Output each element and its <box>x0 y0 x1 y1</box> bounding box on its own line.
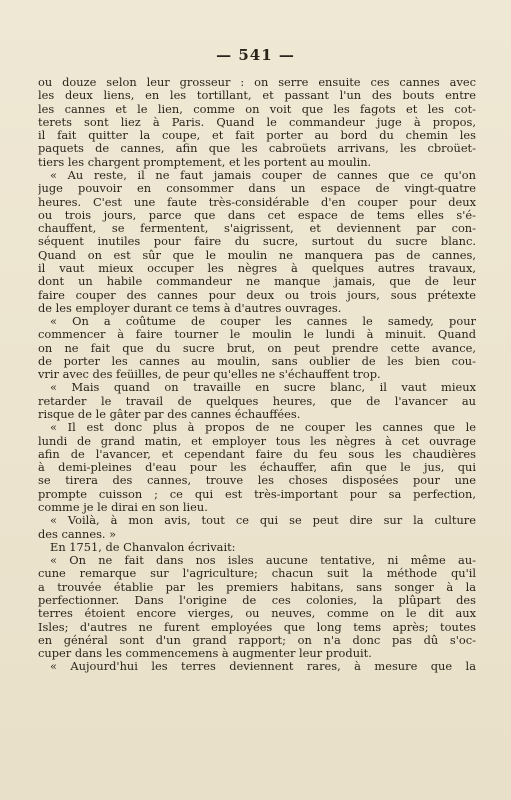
text-line: des cannes. » <box>38 527 117 541</box>
text-line: a trouvée établie par les premiers habitans, sans songer à la <box>38 580 476 594</box>
text-line: de porter les cannes au moulin, sans oublier de les bien cou- <box>38 354 476 368</box>
text-line: se tirera des cannes, trouve les choses disposées pour une <box>38 474 476 488</box>
text-line: il fait quitter la coupe, et fait porter au bord du chemin les <box>38 129 476 143</box>
text-line: risque de le gâter par des cannes échauffées. <box>38 408 301 422</box>
text-line: paquets de cannes, afin que les cabroüets arrivans, les cbroüet- <box>38 142 476 156</box>
text-line: « Voilà, à mon avis, tout ce qui se peut dire sur la culture <box>50 514 476 528</box>
text-line: terres étoient encore vierges, ou neuves, comme on le dit aux <box>38 607 476 621</box>
text-line: comme je le dirai en son lieu. <box>38 501 208 514</box>
text-line: juge pouvoir en consommer dans un espace de vingt-quatre <box>38 182 476 196</box>
text-line: « Il est donc plus à propos de ne couper les cannes que le <box>50 421 476 435</box>
text-line: En 1751, de Chanvalon écrivait: <box>50 540 236 554</box>
text-line: « On a coûtume de couper les cannes le samedy, pour <box>50 315 476 329</box>
text-line: perfectionner. Dans l'origine de ces colonies, la plûpart des <box>38 593 476 607</box>
text-line: afin de l'avancer, et cependant faire du feu sous les chaudières <box>38 447 476 461</box>
text-line: séquent inutiles pour faire du sucre, surtout du sucre blanc. <box>38 235 476 249</box>
text-line: on ne fait que du sucre brut, on peut prendre cette avance, <box>38 341 476 355</box>
text-line: retarder le travail de quelques heures, que de l'avancer au <box>38 394 476 408</box>
text-line: « Au reste, il ne faut jamais couper de cannes que ce qu'on <box>50 168 476 182</box>
text-line: vrir avec des feüilles, de peur qu'elles ne s'échauffent trop. <box>38 368 381 382</box>
text-line: « Mais quand on travaille en sucre blanc, il vaut mieux <box>50 381 476 395</box>
text-line: les deux liens, en les tortillant, et passant l'un des bouts entre <box>38 89 476 103</box>
text-line: prompte cuisson ; ce qui est très-important pour sa perfection, <box>38 487 476 501</box>
text-line: lundi de grand matin, et employer tous les nègres à cet ouvrage <box>38 434 476 448</box>
text-line: faire couper des cannes pour deux ou trois jours, sous prétexte <box>38 288 476 302</box>
text-line: les cannes et le lien, comme on voit que les fagots et les cot- <box>38 102 476 116</box>
text-line: terets sont liez à Paris. Quand le commandeur juge à propos, <box>38 115 476 129</box>
body-text <box>38 76 476 674</box>
text-line: il vaut mieux occuper les nègres à quelques autres travaux, <box>38 261 476 275</box>
text-line: dont un habile commandeur ne manque jamais, que de leur <box>38 275 476 289</box>
text-line: en général sont d'un grand rapport; on n'a donc pas dû s'oc- <box>38 633 476 647</box>
text-line: à demi-pleines d'eau pour les échauffer, afin que le jus, qui <box>38 461 476 475</box>
text-line: de les employer durant ce tems à d'autres ouvrages. <box>38 301 342 315</box>
text-line: cune remarque sur l'agriculture; chacun suit la méthode qu'il <box>38 567 476 581</box>
text-line: ou trois jours, parce que dans cet espace de tems elles s'é- <box>38 208 476 222</box>
text-line: « Aujourd'hui les terres deviennent rares, à mesure que la <box>50 660 476 674</box>
page-number: — 541 — <box>216 46 295 64</box>
text-line: heures. C'est une faute très-considérable d'en couper pour deux <box>38 195 476 209</box>
text-line: commencer à faire tourner le moulin le lundi à minuit. Quand <box>38 328 476 342</box>
text-line: ou douze selon leur grosseur : on serre ensuite ces cannes avec <box>38 76 476 89</box>
text-line: « On ne fait dans nos isles aucune tentative, ni même au- <box>50 554 476 568</box>
text-line: Isles; d'autres ne furent employées que long tems après; toutes <box>38 620 476 634</box>
text-line: cuper dans les commencemens à augmenter leur produit. <box>38 647 372 661</box>
text-line: Quand on est sûr que le moulin ne manquera pas de cannes, <box>38 248 476 262</box>
text-line: tiers les chargent promptement, et les portent au moulin. <box>38 155 372 169</box>
text-line: chauffent, se fermentent, s'aigrissent, et deviennent par con- <box>38 222 476 236</box>
